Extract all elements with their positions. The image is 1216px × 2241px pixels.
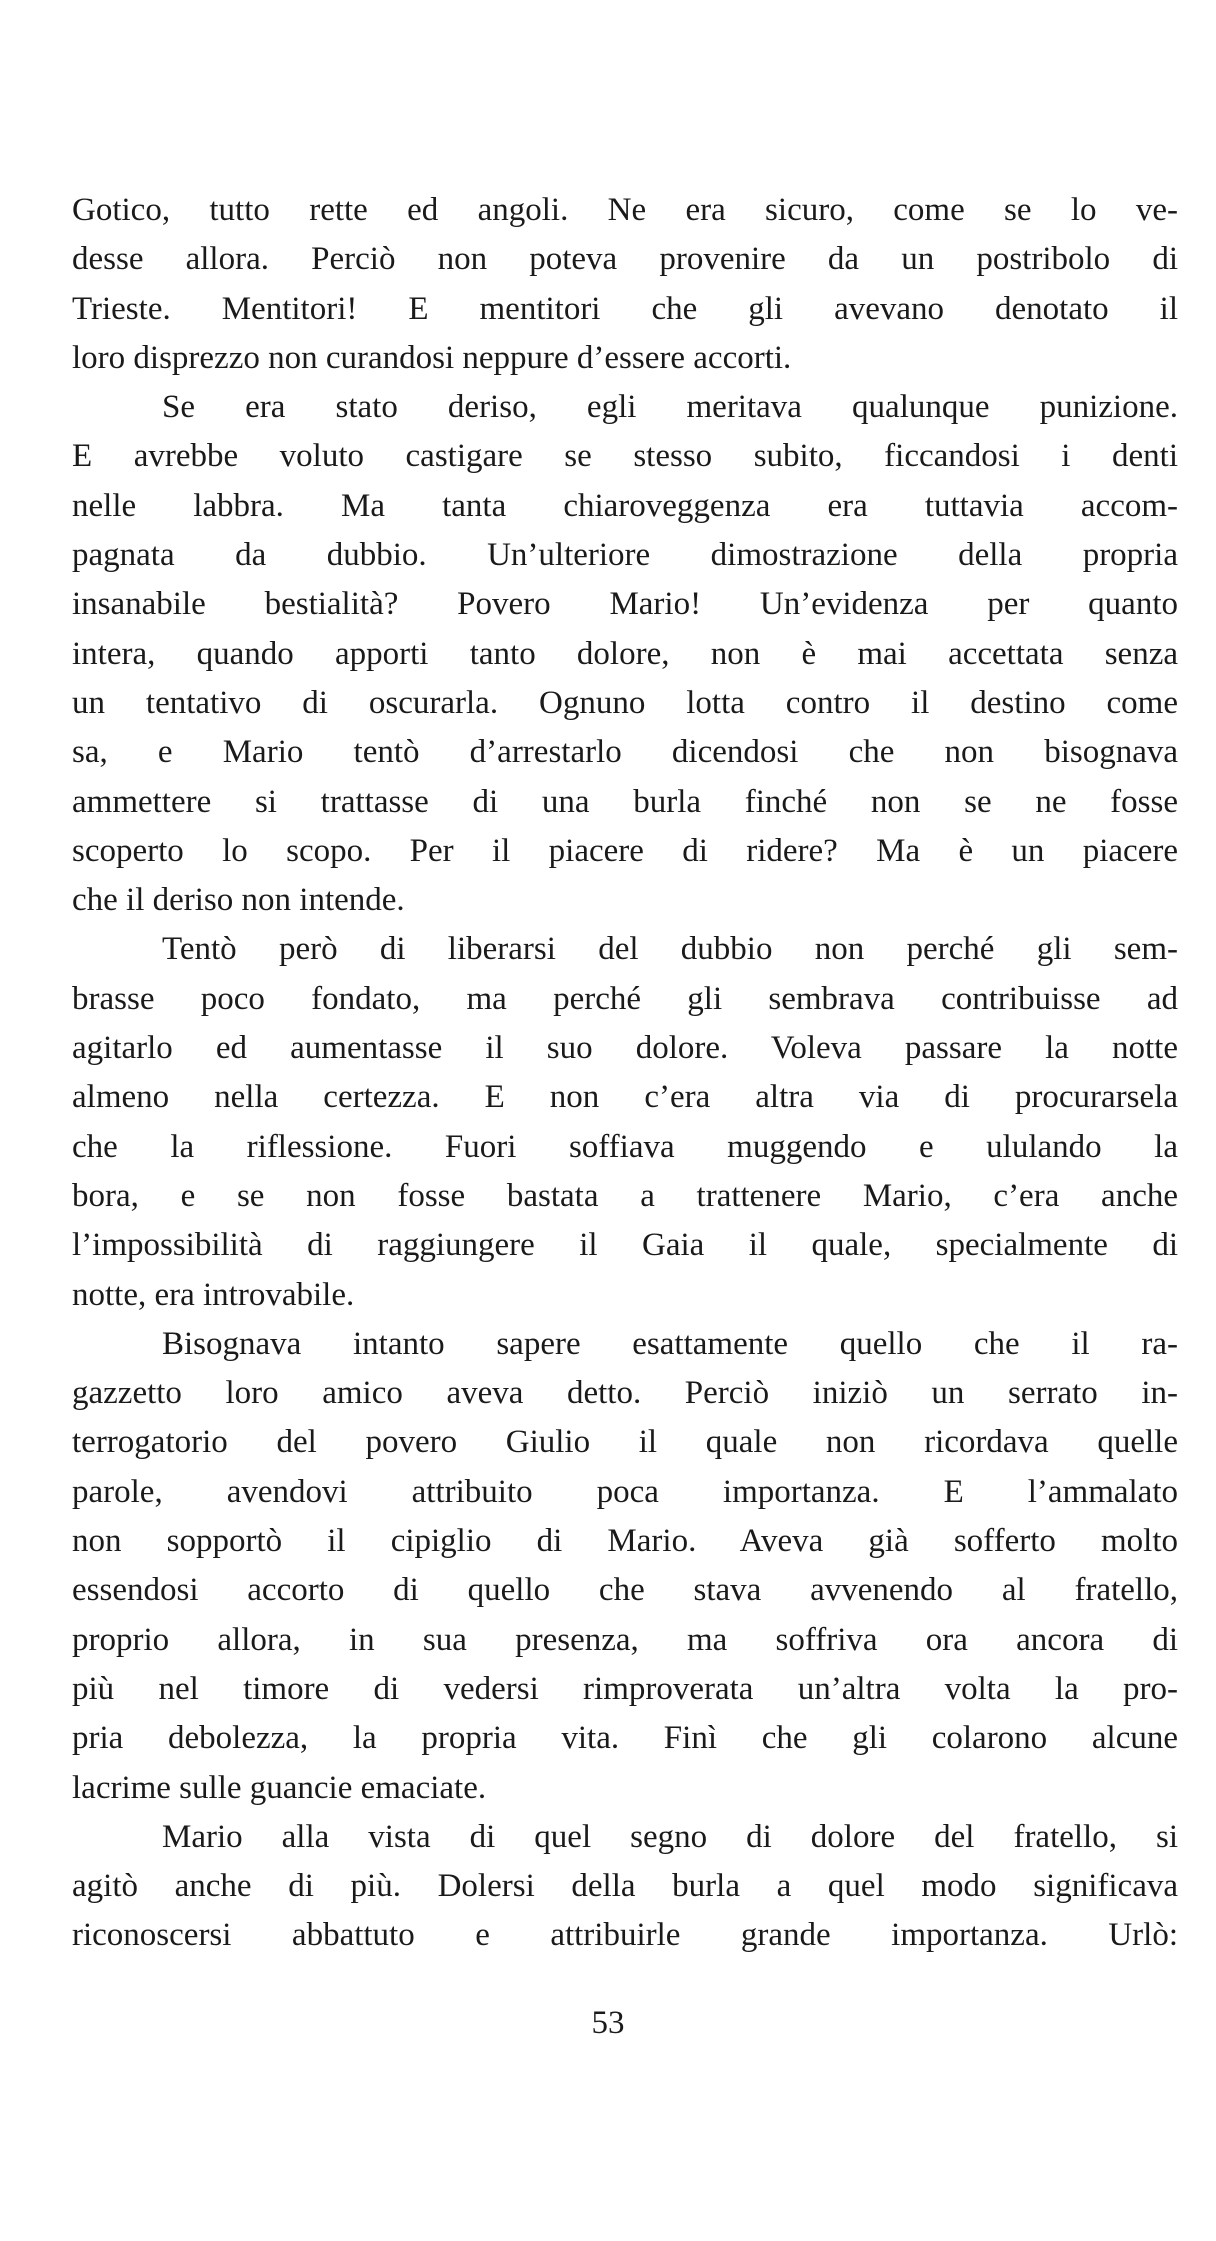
- text-line: essendosi accorto di quello che stava avvenendo al fratello,: [72, 1572, 1178, 1609]
- text-line: desse allora. Perciò non poteva provenire da un postribolo di: [72, 241, 1178, 278]
- text-line: loro disprezzo non curandosi neppure d’essere accorti.: [72, 339, 792, 376]
- text-line: nelle labbra. Ma tanta chiaroveggenza era tuttavia accom-: [72, 487, 1178, 524]
- text-line: proprio allora, in sua presenza, ma soffriva ora ancora di: [72, 1621, 1178, 1658]
- text-line: non sopportò il cipiglio di Mario. Aveva già sofferto molto: [72, 1523, 1178, 1560]
- text-line: parole, avendovi attribuito poca importanza. E l’ammalato: [72, 1473, 1178, 1510]
- text-line: almeno nella certezza. E non c’era altra via di procurarsela: [72, 1079, 1178, 1116]
- text-line: agitarlo ed aumentasse il suo dolore. Voleva passare la notte: [72, 1030, 1178, 1067]
- text-line: che il deriso non intende.: [72, 882, 405, 919]
- text-line: pria debolezza, la propria vita. Finì che gli colarono alcune: [72, 1720, 1178, 1757]
- text-line: che la riflessione. Fuori soffiava muggendo e ululando la: [72, 1128, 1178, 1165]
- text-line: Tentò però di liberarsi del dubbio non perché gli sem-: [162, 931, 1178, 968]
- text-line: Mario alla vista di quel segno di dolore del fratello, si: [162, 1818, 1178, 1855]
- text-line: E avrebbe voluto castigare se stesso subito, ficcandosi i denti: [72, 438, 1178, 475]
- page-number: 53: [591, 2005, 625, 2041]
- text-line: l’impossibilità di raggiungere il Gaia il quale, specialmente di: [72, 1227, 1178, 1264]
- text-line: ammettere si trattasse di una burla finché non se ne fosse: [72, 783, 1178, 820]
- text-line: Bisognava intanto sapere esattamente quello che il ra-: [162, 1325, 1178, 1362]
- text-line: scoperto lo scopo. Per il piacere di ridere? Ma è un piacere: [72, 832, 1178, 869]
- text-line: Trieste. Mentitori! E mentitori che gli avevano denotato il: [72, 290, 1178, 327]
- text-line: sa, e Mario tentò d’arrestarlo dicendosi che non bisognava: [72, 734, 1178, 771]
- text-line: notte, era introvabile.: [72, 1276, 355, 1313]
- text-line: più nel timore di vedersi rimproverata un’altra volta la pro-: [72, 1670, 1178, 1707]
- text-line: insanabile bestialità? Povero Mario! Un’evidenza per quanto: [72, 586, 1178, 623]
- text-line: bora, e se non fosse bastata a trattenere Mario, c’era anche: [72, 1177, 1178, 1214]
- text-line: terrogatorio del povero Giulio il quale non ricordava quelle: [72, 1424, 1178, 1461]
- text-line: Se era stato deriso, egli meritava qualunque punizione.: [162, 389, 1178, 426]
- text-line: agitò anche di più. Dolersi della burla a quel modo significava: [72, 1868, 1178, 1905]
- text-line: lacrime sulle guancie emaciate.: [72, 1769, 487, 1806]
- text-line: riconoscersi abbattuto e attribuirle grande importanza. Urlò:: [72, 1917, 1178, 1954]
- text-line: intera, quando apporti tanto dolore, non è mai accettata senza: [72, 635, 1178, 672]
- text-line: gazzetto loro amico aveva detto. Perciò iniziò un serrato in-: [72, 1375, 1178, 1412]
- text-line: Gotico, tutto rette ed angoli. Ne era sicuro, come se lo ve-: [72, 192, 1178, 228]
- text-line: pagnata da dubbio. Un’ulteriore dimostrazione della propria: [72, 537, 1178, 574]
- text-line: un tentativo di oscurarla. Ognuno lotta contro il destino come: [72, 684, 1178, 721]
- text-line: brasse poco fondato, ma perché gli sembrava contribuisse ad: [72, 980, 1178, 1017]
- body-text: [72, 186, 1178, 1961]
